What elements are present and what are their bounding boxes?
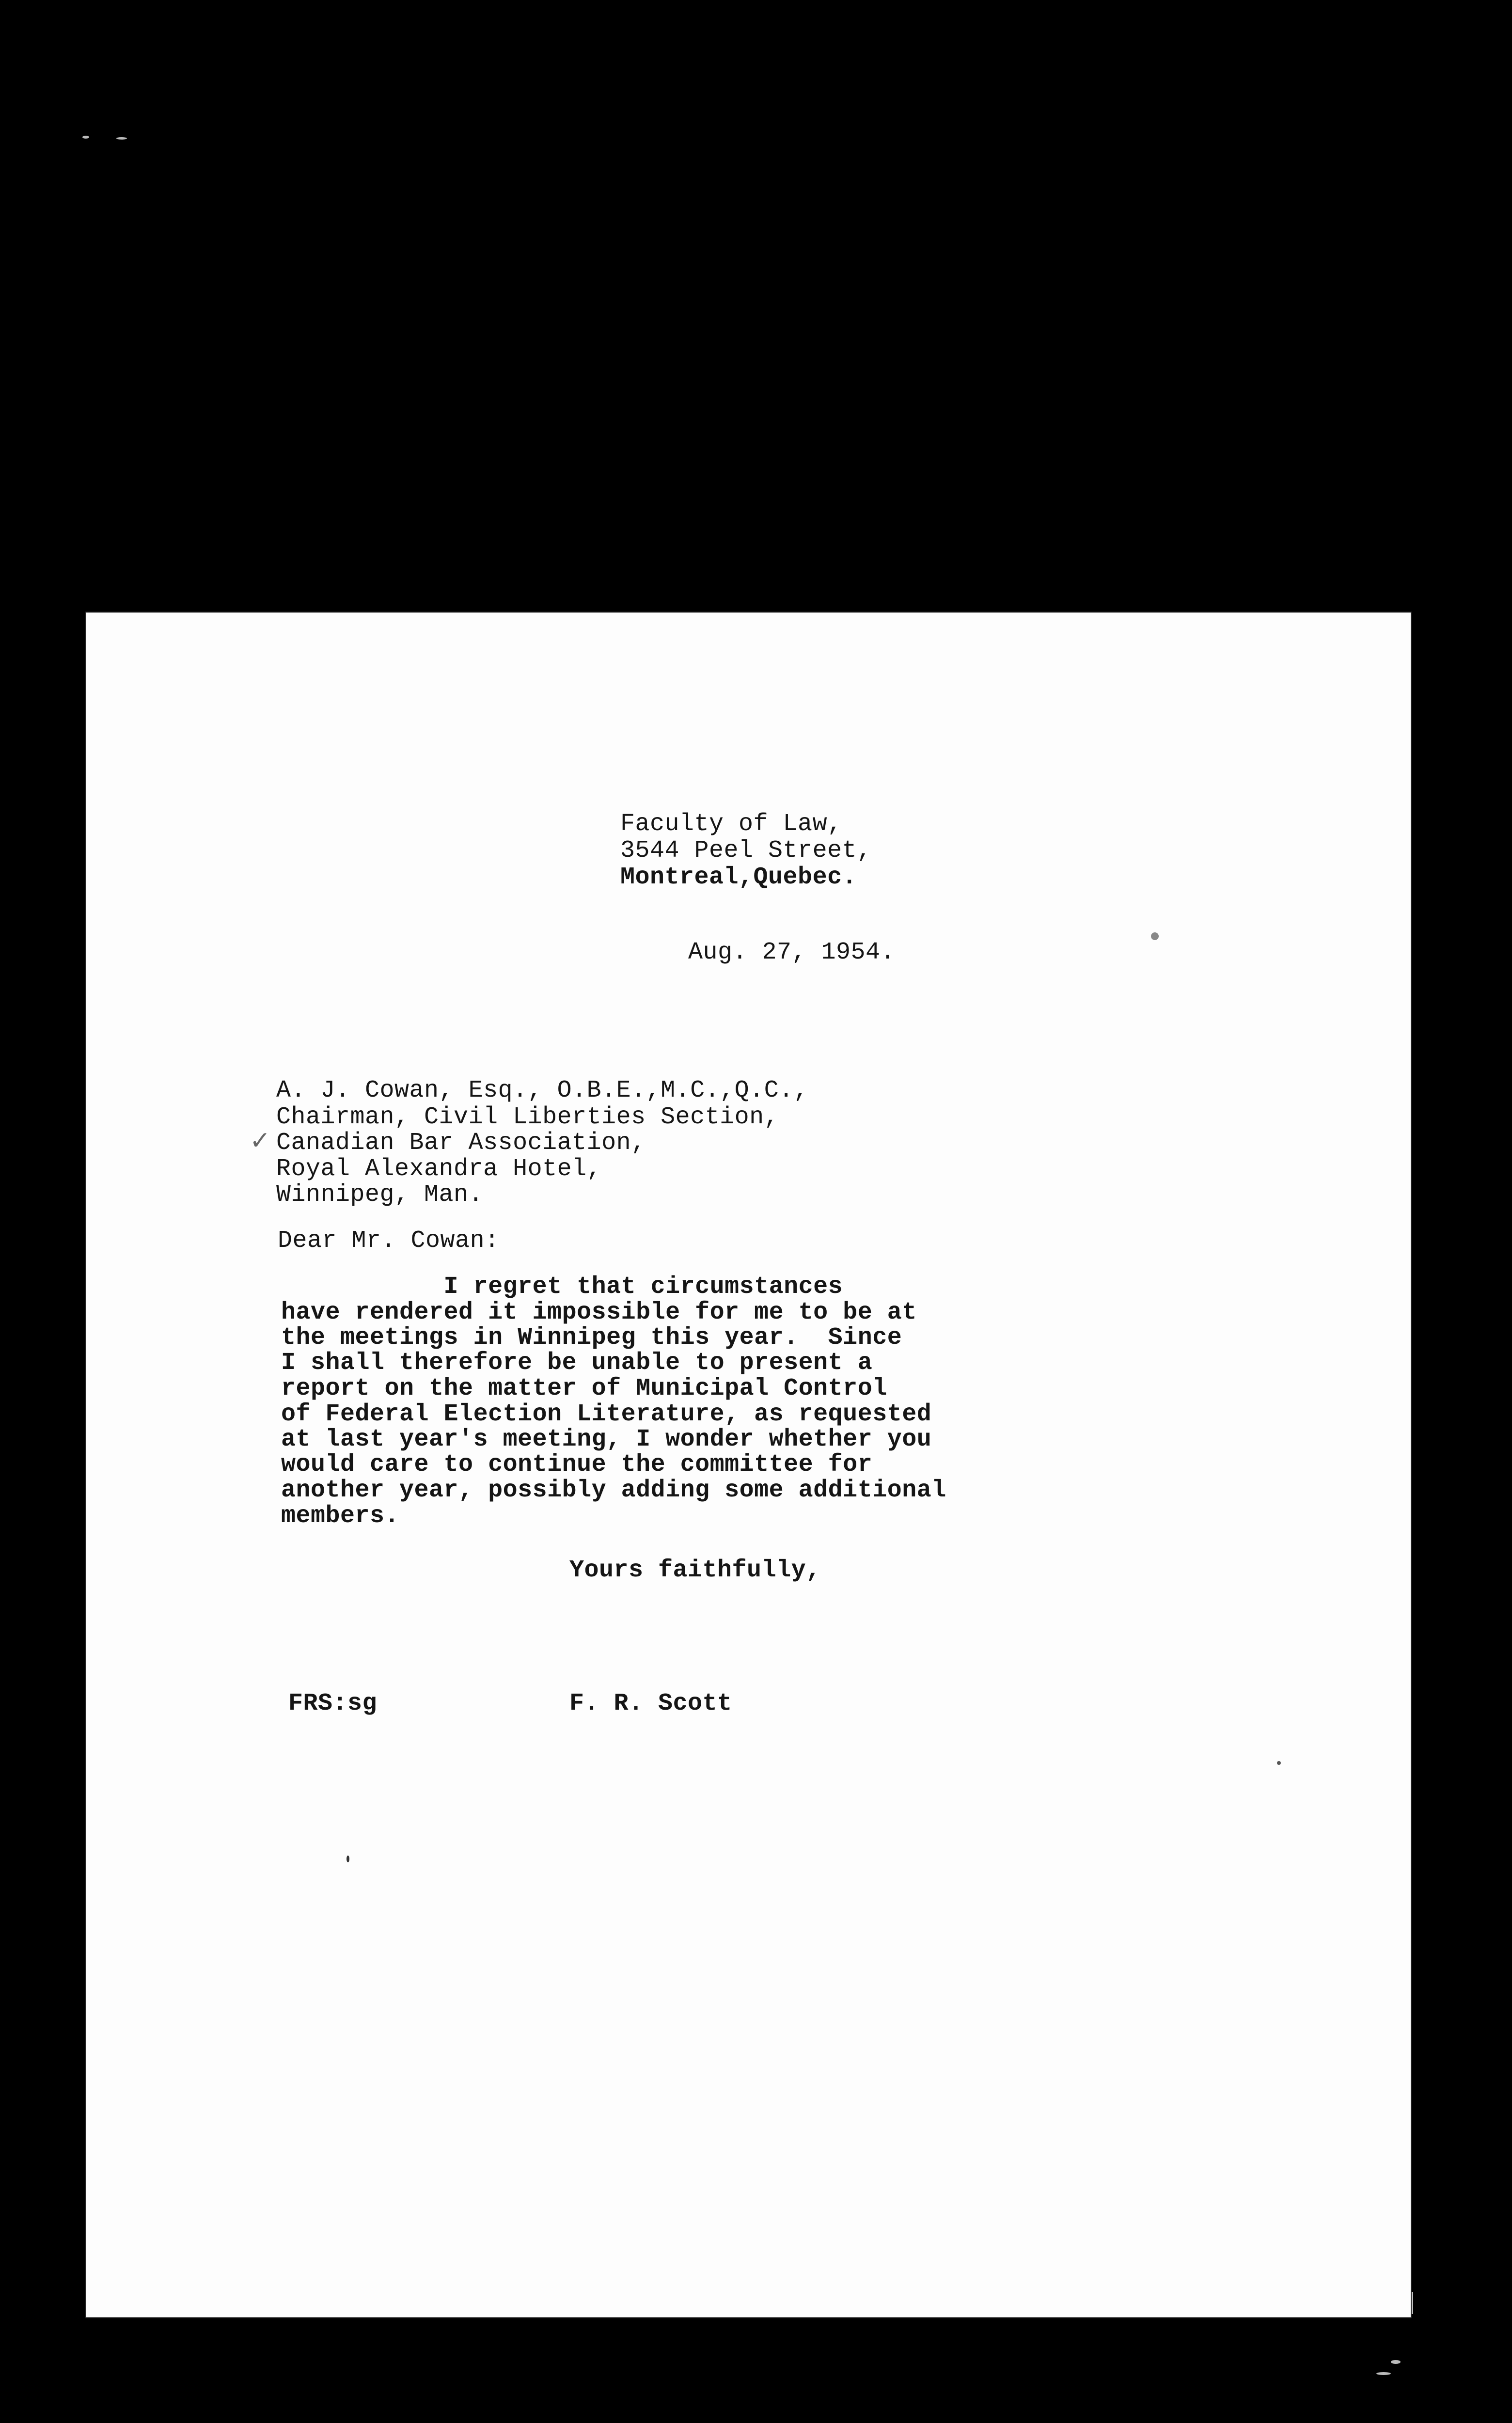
return-address-line: 3544 Peel Street, bbox=[620, 837, 872, 865]
film-speck bbox=[116, 137, 127, 140]
body-line: the meetings in Winnipeg this year. Since bbox=[281, 1324, 902, 1352]
letter-date: Aug. 27, 1954. bbox=[688, 939, 896, 966]
film-speck bbox=[1391, 2360, 1401, 2364]
body-line: of Federal Election Literature, as requested bbox=[281, 1400, 932, 1428]
body-line: would care to continue the committee for bbox=[281, 1451, 873, 1479]
recipient-line: Winnipeg, Man. bbox=[276, 1181, 484, 1209]
film-speck bbox=[1376, 2372, 1391, 2375]
letter-page bbox=[85, 612, 1412, 2318]
body-line: I shall therefore be unable to present a bbox=[281, 1349, 873, 1377]
signature-name: F. R. Scott bbox=[569, 1690, 732, 1717]
body-line: have rendered it impossible for me to be at bbox=[281, 1299, 917, 1326]
page-mark bbox=[1151, 932, 1159, 940]
return-address-line: Faculty of Law, bbox=[620, 810, 842, 838]
body-line: at last year's meeting, I wonder whether you bbox=[281, 1426, 932, 1453]
recipient-line: Canadian Bar Association, bbox=[276, 1129, 646, 1157]
return-address-line: Montreal,Quebec. bbox=[620, 864, 857, 891]
recipient-line: Chairman, Civil Liberties Section, bbox=[276, 1103, 779, 1131]
typist-initials: FRS:sg bbox=[288, 1690, 378, 1717]
salutation: Dear Mr. Cowan: bbox=[278, 1227, 500, 1255]
body-line: members. bbox=[281, 1502, 400, 1530]
page-mark bbox=[1277, 1761, 1281, 1765]
recipient-line: Royal Alexandra Hotel, bbox=[276, 1155, 602, 1183]
page-mark bbox=[346, 1856, 349, 1862]
body-line: I regret that circumstances bbox=[281, 1273, 843, 1301]
body-line: report on the matter of Municipal Control bbox=[281, 1375, 887, 1402]
recipient-line: A. J. Cowan, Esq., O.B.E.,M.C.,Q.C., bbox=[276, 1077, 809, 1104]
film-speck bbox=[82, 136, 89, 139]
closing: Yours faithfully, bbox=[569, 1557, 821, 1584]
body-line: another year, possibly adding some additional bbox=[281, 1477, 946, 1504]
check-mark: ✓ bbox=[250, 1126, 271, 1155]
